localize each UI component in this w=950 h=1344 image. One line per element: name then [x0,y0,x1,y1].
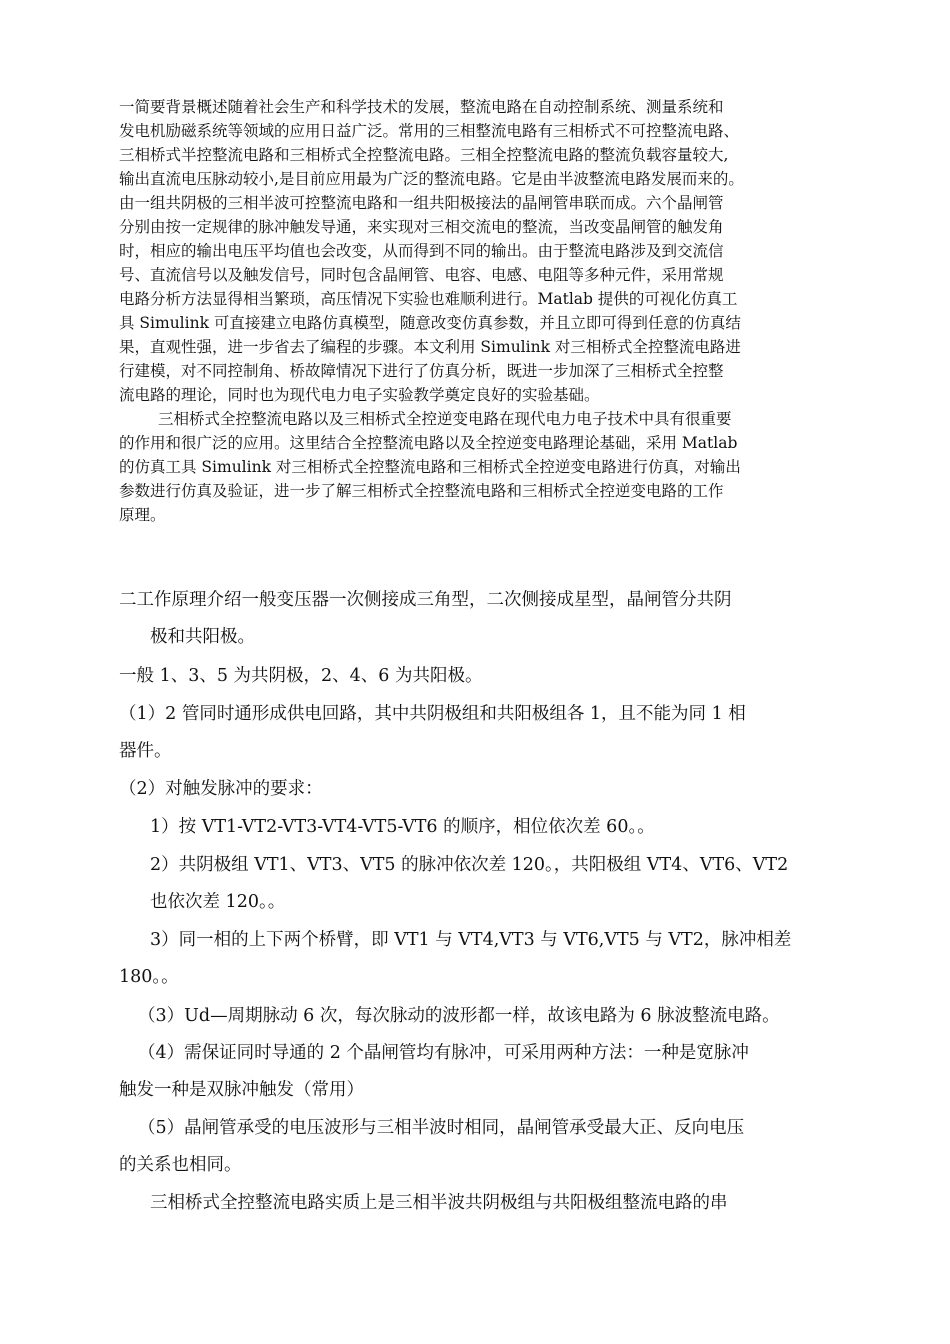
list-item-4-continued: 触发一种是双脉冲触发（常用） [119,1080,364,1100]
paragraph-line: 输出直流电压脉动较小,是目前应用最为广泛的整流电路。它是由半波整流电路发展而来的。 [119,170,744,188]
paragraph-line: 发电机励磁系统等领域的应用日益广泛。常用的三相整流电路有三相桥式不可控整流电路、 [119,122,740,140]
paragraph-line: 的仿真工具 Simulink 对三相桥式全控整流电路和三相桥式全控逆变电路进行仿真，对输出 [119,458,741,476]
paragraph-line: 果，直观性强，进一步省去了编程的步骤。本文利用 Simulink 对三相桥式全控整流电路进 [119,338,741,356]
paragraph-line: 三相桥式全控整流电路实质上是三相半波共阴极组与共阳极组整流电路的串 [150,1193,728,1213]
list-item-1: （1）2 管同时通形成供电回路，其中共阴极组和共阳极组各 1，且不能为同 1 相 [119,704,746,724]
paragraph-line: 三相桥式全控整流电路以及三相桥式全控逆变电路在现代电力电子技术中具有很重要 [158,410,732,428]
sub-item-3: 3）同一相的上下两个桥臂，即 VT1 与 VT4,VT3 与 VT6,VT5 与 VT2，脉冲相差 [150,930,792,950]
sub-item-2-continued: 也依次差 120。。 [150,892,286,912]
list-item-2: （2）对触发脉冲的要求： [119,779,323,799]
sub-item-2: 2）共阴极组 VT1、VT3、VT5 的脉冲依次差 120。，共阳极组 VT4、VT6、VT2 [150,855,789,875]
paragraph-line: 一般 1、3、5 为共阴极，2、4、6 为共阳极。 [119,666,483,686]
list-item-4: （4）需保证同时导通的 2 个晶闸管均有脉冲，可采用两种方法：一种是宽脉冲 [138,1043,749,1063]
paragraph-line: 三相桥式半控整流电路和三相桥式全控整流电路。三相全控整流电路的整流负载容量较大, [119,146,729,164]
paragraph-line: 分别由按一定规律的脉冲触发导通，来实现对三相交流电的整流，当改变晶闸管的触发角 [119,218,724,236]
section-heading: 二工作原理介绍一般变压器一次侧接成三角型，二次侧接成星型，晶闸管分共阴 [119,590,732,610]
paragraph-line: 原理。 [119,506,166,524]
list-item-5: （5）晶闸管承受的电压波形与三相半波时相同，晶闸管承受最大正、反向电压 [138,1118,745,1138]
paragraph-line: 行建模，对不同控制角、桥故障情况下进行了仿真分析，既进一步加深了三相桥式全控整 [119,362,724,380]
paragraph-line: 电路分析方法显得相当繁琐，高压情况下实验也难顺利进行。Matlab 提供的可视化仿真工 [119,290,738,308]
paragraph-line: 具 Simulink 可直接建立电路仿真模型，随意改变仿真参数，并且立即可得到任意的仿真结 [119,314,741,332]
paragraph-line: 一简要背景概述随着社会生产和科学技术的发展，整流电路在自动控制系统、测量系统和 [119,98,724,116]
paragraph-line: 流电路的理论，同时也为现代电力电子实验教学奠定良好的实验基础。 [119,386,600,404]
paragraph-line: 号、直流信号以及触发信号，同时包含晶闸管、电容、电感、电阻等多种元件，采用常规 [119,266,724,284]
list-item-5-continued: 的关系也相同。 [119,1155,242,1175]
list-item-3: （3）Ud—周期脉动 6 次，每次脉动的波形都一样，故该电路为 6 脉波整流电路。 [138,1006,780,1026]
section-heading-continued: 极和共阳极。 [150,627,255,647]
paragraph-line: 的作用和很广泛的应用。这里结合全控整流电路以及全控逆变电路理论基础，采用 Matlab [119,434,738,452]
paragraph-line: 由一组共阴极的三相半波可控整流电路和一组共阳极接法的晶闸管串联而成。六个晶闸管 [119,194,724,212]
sub-item-3-continued: 180。。 [119,967,179,987]
sub-item-1: 1）按 VT1-VT2-VT3-VT4-VT5-VT6 的顺序，相位依次差 60。。 [150,817,655,837]
paragraph-line: 时，相应的输出电压平均值也会改变，从而得到不同的输出。由于整流电路涉及到交流信 [119,242,724,260]
list-item-1-continued: 器件。 [119,741,172,761]
paragraph-line: 参数进行仿真及验证，进一步了解三相桥式全控整流电路和三相桥式全控逆变电路的工作 [119,482,724,500]
